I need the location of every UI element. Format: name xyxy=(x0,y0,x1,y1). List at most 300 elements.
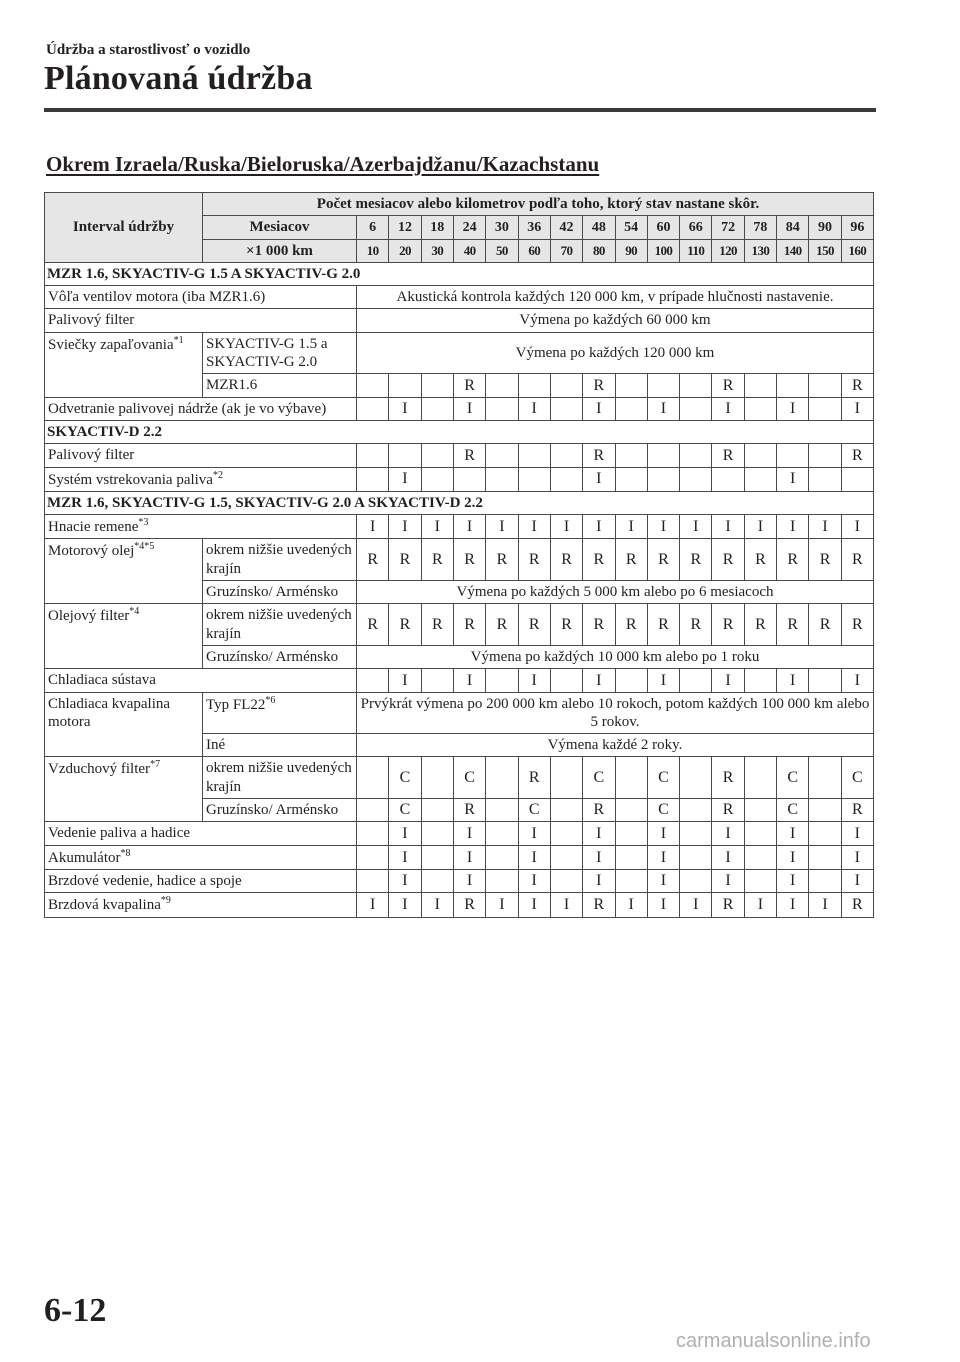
schedule-cell xyxy=(680,397,712,420)
schedule-cell xyxy=(615,397,647,420)
schedule-cell: I xyxy=(486,893,518,917)
schedule-cell: R xyxy=(841,444,873,467)
km-cell: 20 xyxy=(389,239,421,262)
schedule-cell: R xyxy=(744,604,776,646)
table-row xyxy=(45,822,874,845)
schedule-cell: R xyxy=(486,604,518,646)
item-label: Odvetranie palivovej nádrže (ak je vo výbave) xyxy=(48,400,327,417)
schedule-cell: I xyxy=(453,397,485,420)
schedule-cell: R xyxy=(583,893,615,917)
schedule-cell: I xyxy=(518,893,550,917)
schedule-cell: R xyxy=(680,539,712,581)
schedule-cell: R xyxy=(841,374,873,397)
schedule-cell xyxy=(421,374,453,397)
schedule-cell: R xyxy=(453,604,485,646)
sub-item-label: Gruzínsko/ Arménsko xyxy=(206,584,339,601)
item-cell xyxy=(45,869,357,892)
km-label: ×1 000 km xyxy=(203,239,357,262)
schedule-cell: I xyxy=(680,515,712,539)
schedule-cell: I xyxy=(486,515,518,539)
schedule-cell: I xyxy=(841,515,873,539)
maintenance-schedule-table xyxy=(44,192,874,918)
schedule-cell xyxy=(421,845,453,869)
schedule-cell: I xyxy=(518,397,550,420)
item-label: Vedenie paliva a hadice xyxy=(48,825,191,842)
km-cell: 30 xyxy=(421,239,453,262)
schedule-cell: R xyxy=(583,444,615,467)
schedule-cell: R xyxy=(453,374,485,397)
schedule-cell xyxy=(550,757,582,799)
schedule-cell: I xyxy=(583,515,615,539)
group-row xyxy=(45,420,874,443)
schedule-cell: I xyxy=(777,869,809,892)
km-cell: 40 xyxy=(453,239,485,262)
item-label: Palivový filter xyxy=(48,447,135,464)
sub-item-label: SKYACTIV-G 1.5 a SKYACTIV-G 2.0 xyxy=(206,335,328,371)
schedule-cell: I xyxy=(841,669,873,692)
schedule-cell: R xyxy=(583,604,615,646)
schedule-cell: I xyxy=(357,515,389,539)
schedule-cell: I xyxy=(647,893,679,917)
table-row xyxy=(45,332,874,374)
schedule-cell: I xyxy=(389,467,421,491)
schedule-cell xyxy=(744,869,776,892)
schedule-cell: R xyxy=(357,604,389,646)
count-header: Počet mesiacov alebo kilometrov podľa toho, ktorý stav nastane skôr. xyxy=(203,193,874,216)
schedule-cell: R xyxy=(357,539,389,581)
schedule-cell xyxy=(357,757,389,799)
month-cell: 24 xyxy=(453,216,485,239)
schedule-cell: I xyxy=(680,893,712,917)
span-text-cell: Výmena po každých 5 000 km alebo po 6 mesiacoch xyxy=(357,581,874,604)
sub-item-label: okrem nižšie uvedených krajín xyxy=(206,607,352,642)
schedule-cell xyxy=(680,822,712,845)
item-cell xyxy=(45,845,357,869)
schedule-cell: I xyxy=(712,515,744,539)
schedule-cell xyxy=(615,869,647,892)
table-row xyxy=(45,669,874,692)
month-cell: 36 xyxy=(518,216,550,239)
schedule-cell xyxy=(744,757,776,799)
schedule-cell: C xyxy=(453,757,485,799)
schedule-cell xyxy=(615,374,647,397)
schedule-cell: C xyxy=(777,799,809,822)
km-cell: 60 xyxy=(518,239,550,262)
sub-item-cell xyxy=(203,374,357,397)
sub-item-cell xyxy=(203,332,357,374)
km-cell: 150 xyxy=(809,239,841,262)
schedule-cell xyxy=(615,669,647,692)
schedule-cell: I xyxy=(809,515,841,539)
schedule-cell xyxy=(357,669,389,692)
table-row xyxy=(45,869,874,892)
sub-item-label: okrem nižšie uvedených krajín xyxy=(206,760,352,795)
schedule-cell xyxy=(486,869,518,892)
item-label: Akumulátor xyxy=(48,849,121,866)
schedule-cell: I xyxy=(583,397,615,420)
schedule-cell xyxy=(680,374,712,397)
schedule-cell: C xyxy=(777,757,809,799)
km-cell: 140 xyxy=(777,239,809,262)
schedule-cell: I xyxy=(583,822,615,845)
sub-item-label: okrem nižšie uvedených krajín xyxy=(206,542,352,577)
schedule-cell: I xyxy=(453,669,485,692)
schedule-cell xyxy=(680,845,712,869)
item-cell xyxy=(45,467,357,491)
months-label: Mesiacov xyxy=(203,216,357,239)
footnote-ref: *4*5 xyxy=(134,541,155,553)
footnote-ref: *9 xyxy=(160,895,171,907)
schedule-cell: R xyxy=(647,539,679,581)
schedule-cell: I xyxy=(421,515,453,539)
schedule-cell: C xyxy=(841,757,873,799)
group-row xyxy=(45,262,874,285)
schedule-cell xyxy=(486,845,518,869)
schedule-cell: I xyxy=(389,397,421,420)
km-cell: 50 xyxy=(486,239,518,262)
span-text-cell: Prvýkrát výmena po 200 000 km alebo 10 rokoch, potom každých 100 000 km alebo 5 rokov. xyxy=(357,692,874,734)
schedule-cell xyxy=(809,397,841,420)
schedule-cell: R xyxy=(712,893,744,917)
schedule-cell: I xyxy=(389,669,421,692)
table-row xyxy=(45,692,874,734)
schedule-cell: C xyxy=(518,799,550,822)
schedule-cell xyxy=(550,845,582,869)
month-cell: 90 xyxy=(809,216,841,239)
schedule-cell: I xyxy=(453,822,485,845)
footnote-ref: *2 xyxy=(212,469,223,481)
schedule-cell xyxy=(680,757,712,799)
schedule-cell: I xyxy=(777,669,809,692)
title-rule xyxy=(44,108,876,112)
group-row xyxy=(45,491,874,514)
schedule-cell: I xyxy=(389,845,421,869)
schedule-cell xyxy=(550,467,582,491)
schedule-cell: I xyxy=(389,822,421,845)
schedule-cell xyxy=(486,374,518,397)
schedule-cell: R xyxy=(841,604,873,646)
schedule-cell: I xyxy=(389,515,421,539)
schedule-cell xyxy=(486,397,518,420)
table-row xyxy=(45,515,874,539)
schedule-cell: R xyxy=(841,799,873,822)
schedule-cell: C xyxy=(389,799,421,822)
schedule-cell: I xyxy=(712,869,744,892)
km-cell: 100 xyxy=(647,239,679,262)
item-cell xyxy=(45,397,357,420)
schedule-cell: I xyxy=(518,869,550,892)
schedule-cell xyxy=(615,757,647,799)
table-row xyxy=(45,397,874,420)
item-cell xyxy=(45,669,357,692)
schedule-cell: R xyxy=(712,799,744,822)
month-cell: 66 xyxy=(680,216,712,239)
schedule-cell: I xyxy=(841,869,873,892)
schedule-cell: R xyxy=(550,604,582,646)
span-text-cell: Výmena každé 2 roky. xyxy=(357,734,874,757)
schedule-cell xyxy=(744,822,776,845)
schedule-cell: I xyxy=(777,822,809,845)
schedule-cell xyxy=(680,869,712,892)
sub-item-cell xyxy=(203,581,357,604)
item-cell xyxy=(45,444,357,467)
table-heading: Okrem Izraela/Ruska/Bieloruska/Azerbajdžanu/Kazachstanu xyxy=(46,152,600,176)
schedule-cell: R xyxy=(453,539,485,581)
schedule-cell: I xyxy=(777,893,809,917)
month-cell: 42 xyxy=(550,216,582,239)
item-cell xyxy=(45,515,357,539)
month-cell: 60 xyxy=(647,216,679,239)
schedule-cell xyxy=(680,444,712,467)
schedule-cell xyxy=(357,845,389,869)
schedule-cell: R xyxy=(777,604,809,646)
schedule-cell xyxy=(421,669,453,692)
schedule-cell xyxy=(357,397,389,420)
schedule-cell: R xyxy=(389,604,421,646)
schedule-cell xyxy=(389,374,421,397)
item-label: Hnacie remene xyxy=(48,519,139,536)
schedule-cell xyxy=(421,444,453,467)
item-label: Brzdová kvapalina xyxy=(48,897,161,914)
schedule-cell: R xyxy=(712,757,744,799)
schedule-cell xyxy=(744,467,776,491)
schedule-cell xyxy=(647,467,679,491)
schedule-cell: I xyxy=(357,893,389,917)
item-label: Olejový filter xyxy=(48,608,130,625)
item-cell xyxy=(45,692,203,757)
footnote-ref: *6 xyxy=(265,694,276,706)
table-row xyxy=(45,893,874,917)
group-title: MZR 1.6, SKYACTIV-G 1.5 A SKYACTIV-G 2.0 xyxy=(45,262,874,285)
schedule-cell: I xyxy=(518,515,550,539)
km-cell: 110 xyxy=(680,239,712,262)
table-row xyxy=(45,757,874,799)
km-cell: 130 xyxy=(744,239,776,262)
schedule-cell: R xyxy=(809,604,841,646)
schedule-cell: I xyxy=(712,397,744,420)
schedule-cell xyxy=(357,467,389,491)
schedule-cell xyxy=(486,669,518,692)
month-cell: 6 xyxy=(357,216,389,239)
schedule-cell: I xyxy=(453,515,485,539)
sub-item-label: MZR1.6 xyxy=(206,377,258,394)
footnote-ref: *3 xyxy=(138,517,149,529)
schedule-cell xyxy=(421,757,453,799)
schedule-cell: I xyxy=(777,515,809,539)
schedule-cell: I xyxy=(550,515,582,539)
month-cell: 48 xyxy=(583,216,615,239)
month-cell: 18 xyxy=(421,216,453,239)
schedule-cell: I xyxy=(518,669,550,692)
schedule-cell: I xyxy=(777,845,809,869)
km-cell: 10 xyxy=(357,239,389,262)
schedule-cell xyxy=(744,374,776,397)
schedule-cell xyxy=(421,869,453,892)
span-text-cell: Akustická kontrola každých 120 000 km, v prípade hlučnosti nastavenie. xyxy=(357,286,874,309)
table-row xyxy=(45,309,874,332)
schedule-cell xyxy=(421,822,453,845)
schedule-cell xyxy=(809,869,841,892)
sub-item-label: Gruzínsko/ Arménsko xyxy=(206,648,339,665)
schedule-cell: R xyxy=(712,374,744,397)
schedule-cell: I xyxy=(453,845,485,869)
footnote-ref: *4 xyxy=(129,606,140,618)
schedule-cell: I xyxy=(647,845,679,869)
schedule-cell: C xyxy=(583,757,615,799)
schedule-cell: I xyxy=(647,669,679,692)
schedule-cell xyxy=(615,799,647,822)
schedule-cell xyxy=(777,374,809,397)
page-title: Plánovaná údržba xyxy=(44,60,313,97)
schedule-cell xyxy=(550,374,582,397)
schedule-cell: I xyxy=(583,467,615,491)
schedule-cell: R xyxy=(583,374,615,397)
schedule-cell: I xyxy=(841,822,873,845)
schedule-cell: C xyxy=(389,757,421,799)
schedule-cell xyxy=(486,444,518,467)
schedule-cell: R xyxy=(518,539,550,581)
schedule-cell xyxy=(615,822,647,845)
schedule-cell xyxy=(486,822,518,845)
item-label: Vzduchový filter xyxy=(48,761,151,778)
schedule-cell xyxy=(550,869,582,892)
schedule-cell: R xyxy=(421,539,453,581)
schedule-cell xyxy=(647,374,679,397)
item-cell xyxy=(45,539,203,604)
month-cell: 72 xyxy=(712,216,744,239)
schedule-cell xyxy=(518,444,550,467)
month-cell: 12 xyxy=(389,216,421,239)
table-row xyxy=(45,467,874,491)
schedule-cell xyxy=(357,869,389,892)
schedule-cell: R xyxy=(841,539,873,581)
schedule-cell xyxy=(550,669,582,692)
schedule-cell xyxy=(809,669,841,692)
month-cell: 54 xyxy=(615,216,647,239)
schedule-cell: R xyxy=(809,539,841,581)
schedule-cell xyxy=(809,757,841,799)
item-cell xyxy=(45,332,203,397)
schedule-cell: R xyxy=(680,604,712,646)
section-label: Údržba a starostlivosť o vozidlo xyxy=(46,42,251,58)
sub-item-cell xyxy=(203,604,357,646)
schedule-cell: I xyxy=(647,822,679,845)
schedule-cell: I xyxy=(744,515,776,539)
schedule-cell xyxy=(744,444,776,467)
month-cell: 84 xyxy=(777,216,809,239)
schedule-cell: R xyxy=(518,757,550,799)
schedule-cell xyxy=(744,397,776,420)
schedule-cell xyxy=(809,374,841,397)
schedule-cell: I xyxy=(583,669,615,692)
item-label: Chladiaca sústava xyxy=(48,672,156,689)
schedule-cell: R xyxy=(841,893,873,917)
schedule-cell: I xyxy=(389,869,421,892)
item-cell xyxy=(45,757,203,822)
page-number: 6-12 xyxy=(44,1292,107,1329)
schedule-cell xyxy=(809,799,841,822)
schedule-cell xyxy=(615,467,647,491)
sub-item-cell xyxy=(203,539,357,581)
schedule-cell: I xyxy=(550,893,582,917)
table-row xyxy=(45,539,874,581)
schedule-cell xyxy=(777,444,809,467)
schedule-cell xyxy=(389,444,421,467)
schedule-cell xyxy=(744,845,776,869)
sub-item-label: Gruzínsko/ Arménsko xyxy=(206,802,339,819)
schedule-cell xyxy=(744,669,776,692)
schedule-cell xyxy=(421,799,453,822)
schedule-cell xyxy=(615,845,647,869)
schedule-cell: R xyxy=(583,799,615,822)
schedule-cell: I xyxy=(453,869,485,892)
schedule-cell: R xyxy=(744,539,776,581)
schedule-cell xyxy=(550,822,582,845)
schedule-cell: R xyxy=(712,444,744,467)
item-cell xyxy=(45,604,203,669)
schedule-cell: I xyxy=(712,845,744,869)
schedule-cell: I xyxy=(518,822,550,845)
schedule-cell xyxy=(421,397,453,420)
table-row xyxy=(45,286,874,309)
month-cell: 30 xyxy=(486,216,518,239)
item-label: Chladiaca kvapalina motora xyxy=(48,695,171,730)
schedule-cell: R xyxy=(615,604,647,646)
km-cell: 80 xyxy=(583,239,615,262)
schedule-cell: I xyxy=(389,893,421,917)
schedule-cell xyxy=(680,669,712,692)
schedule-cell: I xyxy=(777,397,809,420)
schedule-cell xyxy=(357,444,389,467)
km-cell: 160 xyxy=(841,239,873,262)
schedule-cell: R xyxy=(421,604,453,646)
schedule-cell xyxy=(550,397,582,420)
schedule-cell xyxy=(680,467,712,491)
sub-item-cell xyxy=(203,734,357,757)
schedule-cell: R xyxy=(712,604,744,646)
item-label: Palivový filter xyxy=(48,312,135,329)
schedule-cell: R xyxy=(453,444,485,467)
table-row xyxy=(45,444,874,467)
schedule-cell xyxy=(357,374,389,397)
schedule-cell: R xyxy=(518,604,550,646)
schedule-cell: I xyxy=(583,845,615,869)
schedule-cell: I xyxy=(421,893,453,917)
item-cell xyxy=(45,893,357,917)
schedule-cell: I xyxy=(809,893,841,917)
sub-item-label: Typ FL22 xyxy=(206,696,266,713)
span-text-cell: Výmena po každých 60 000 km xyxy=(357,309,874,332)
footnote-ref: *1 xyxy=(173,334,184,346)
schedule-cell: I xyxy=(712,822,744,845)
schedule-cell xyxy=(615,444,647,467)
schedule-cell xyxy=(550,799,582,822)
table-row xyxy=(45,845,874,869)
schedule-cell: R xyxy=(453,893,485,917)
schedule-body xyxy=(45,262,874,917)
schedule-cell xyxy=(453,467,485,491)
item-cell xyxy=(45,822,357,845)
schedule-cell xyxy=(809,467,841,491)
item-label: Vôľa ventilov motora (iba MZR1.6) xyxy=(48,289,266,306)
schedule-cell: I xyxy=(647,515,679,539)
item-label: Brzdové vedenie, hadice a spoje xyxy=(48,872,242,889)
footnote-ref: *8 xyxy=(120,847,131,859)
schedule-cell: I xyxy=(583,869,615,892)
month-cell: 78 xyxy=(744,216,776,239)
schedule-cell: R xyxy=(389,539,421,581)
km-cell: 70 xyxy=(550,239,582,262)
